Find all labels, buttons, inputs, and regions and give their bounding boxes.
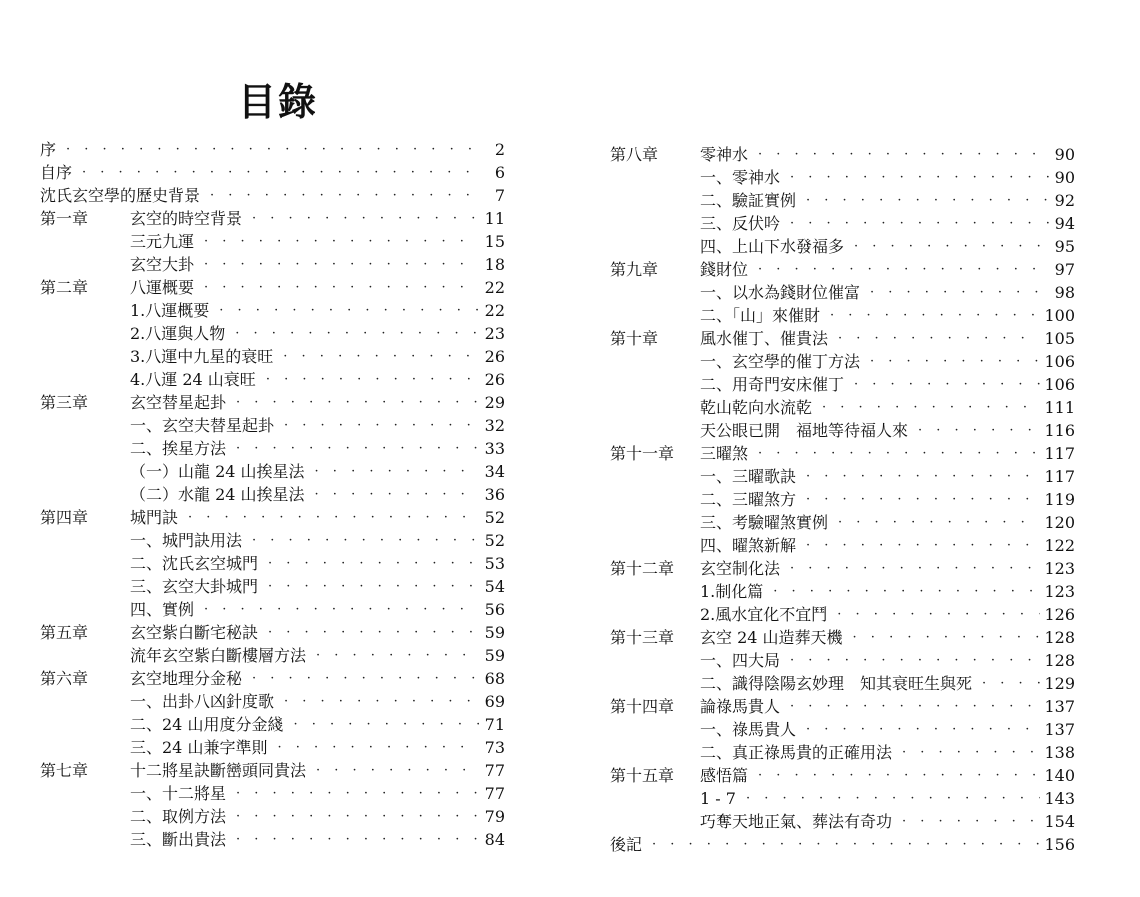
toc-entry-title: 二、「山」來催財 — [700, 306, 821, 325]
toc-page-number: 18 — [484, 255, 505, 274]
toc-entry-title: 玄空地理分金秘 — [130, 669, 243, 688]
toc-page-number: 106 — [1044, 375, 1075, 394]
toc-entry — [40, 736, 505, 759]
dot-leader — [204, 253, 479, 276]
dot-leader — [806, 718, 1040, 741]
toc-entry — [610, 396, 1075, 419]
toc-entry — [610, 304, 1075, 327]
toc-chapter-label: 第七章 — [40, 761, 89, 780]
toc-chapter-label: 第十四章 — [610, 697, 675, 716]
toc-page-number: 33 — [484, 439, 505, 458]
toc-entry — [610, 603, 1075, 626]
toc-page-number: 56 — [484, 600, 505, 619]
toc-entry-title: 玄空大卦 — [130, 255, 195, 274]
dot-leader — [316, 644, 479, 667]
toc-page-number: 100 — [1044, 306, 1075, 325]
toc-entry — [40, 644, 505, 667]
dot-leader — [806, 465, 1040, 488]
toc-entry-title: 錢財位 — [700, 260, 749, 279]
dot-leader — [870, 350, 1040, 373]
toc-entry — [610, 488, 1075, 511]
toc-entry — [610, 189, 1075, 212]
toc-page-number: 22 — [484, 278, 505, 297]
dot-leader — [268, 575, 479, 598]
toc-entry — [40, 575, 505, 598]
toc-entry — [610, 672, 1075, 695]
toc-page-number: 92 — [1054, 191, 1075, 210]
toc-entry-title: 玄空 24 山造葬天機 — [700, 628, 843, 647]
toc-page-number: 111 — [1044, 398, 1075, 417]
toc-entry-title: 三、24 山兼字準則 — [130, 738, 268, 757]
toc-entry-title: 天公眼已開 福地等待福人來 — [700, 421, 909, 440]
toc-entry-title: 二、真正祿馬貴的正確用法 — [700, 743, 893, 762]
toc-entry-title: 4.八運 24 山衰旺 — [130, 370, 256, 389]
toc-entry — [610, 833, 1075, 856]
toc-page-number: 120 — [1044, 513, 1075, 532]
toc-page-number: 156 — [1044, 835, 1075, 854]
dot-leader — [315, 460, 479, 483]
dot-leader — [918, 419, 1040, 442]
toc-entry-title: 三、考驗曜煞實例 — [700, 513, 829, 532]
toc-entry — [610, 350, 1075, 373]
dot-leader — [758, 764, 1040, 787]
dot-leader — [806, 488, 1040, 511]
toc-entry — [610, 143, 1075, 166]
toc-page-number: 143 — [1044, 789, 1075, 808]
toc-entry-title: 玄空制化法 — [700, 559, 781, 578]
dot-leader — [758, 258, 1049, 281]
dot-leader — [854, 235, 1049, 258]
dot-leader — [806, 534, 1040, 557]
dot-leader — [204, 598, 479, 621]
dot-leader — [219, 299, 479, 322]
toc-page-number: 137 — [1044, 720, 1075, 739]
toc-chapter-label: 第十二章 — [610, 559, 675, 578]
dot-leader — [293, 713, 479, 736]
toc-page-number: 59 — [484, 623, 505, 642]
toc-page-number: 54 — [484, 577, 505, 596]
toc-page-number: 73 — [484, 738, 505, 757]
toc-entry-title: 後記 — [610, 835, 643, 854]
toc-entry — [40, 828, 505, 851]
dot-leader — [252, 207, 479, 230]
toc-page-number: 137 — [1044, 697, 1075, 716]
toc-entry — [40, 391, 505, 414]
toc-entry-title: 一、祿馬貴人 — [700, 720, 797, 739]
dot-leader — [746, 787, 1041, 810]
toc-entry — [610, 534, 1075, 557]
toc-page-number: 128 — [1044, 651, 1075, 670]
toc-page-number: 52 — [484, 531, 505, 550]
toc-page-number: 140 — [1044, 766, 1075, 785]
toc-entry-title: 1 - 7 — [700, 789, 736, 808]
dot-leader — [188, 506, 479, 529]
toc-page-number: 79 — [484, 807, 505, 826]
dot-leader — [235, 322, 479, 345]
toc-page-number: 26 — [484, 370, 505, 389]
page-title: 目錄 — [238, 79, 319, 124]
toc-page-number: 90 — [1054, 168, 1075, 187]
toc-page-number: 123 — [1044, 559, 1075, 578]
toc-entry-title: 三、斷出貴法 — [130, 830, 227, 849]
toc-entry-title: 風水催丁、催貴法 — [700, 329, 829, 348]
dot-leader — [790, 212, 1049, 235]
toc-entry-title: 二、挨星方法 — [130, 439, 227, 458]
toc-entry-title: 一、玄空學的催丁方法 — [700, 352, 861, 371]
toc-page-number: 77 — [484, 784, 505, 803]
toc-page-number: 15 — [484, 232, 505, 251]
toc-right-column — [610, 143, 1075, 856]
toc-entry — [610, 212, 1075, 235]
dot-leader — [758, 442, 1040, 465]
toc-chapter-label: 第十一章 — [610, 444, 675, 463]
dot-leader — [204, 230, 479, 253]
toc-chapter-label: 第一章 — [40, 209, 89, 228]
toc-entry-title: 乾山乾向水流乾 — [700, 398, 813, 417]
toc-entry-title: 零神水 — [700, 145, 749, 164]
toc-entry-title: 一、零神水 — [700, 168, 781, 187]
toc-page-number: 71 — [484, 715, 505, 734]
toc-entry-title: 自序 — [40, 163, 73, 182]
toc-entry — [610, 235, 1075, 258]
toc-entry — [610, 695, 1075, 718]
dot-leader — [252, 667, 479, 690]
dot-leader — [838, 327, 1040, 350]
toc-entry-title: 玄空紫白斷宅秘訣 — [130, 623, 259, 642]
dot-leader — [822, 396, 1040, 419]
toc-entry-title: 感悟篇 — [700, 766, 749, 785]
toc-chapter-label: 第十五章 — [610, 766, 675, 785]
toc-entry — [610, 741, 1075, 764]
toc-page-number: 154 — [1044, 812, 1075, 831]
toc-entry-title: 四、實例 — [130, 600, 195, 619]
toc-chapter-label: 第三章 — [40, 393, 89, 412]
toc-entry — [610, 258, 1075, 281]
toc-entry — [40, 437, 505, 460]
toc-page-number: 36 — [484, 485, 505, 504]
dot-leader — [277, 736, 479, 759]
toc-entry — [610, 718, 1075, 741]
dot-leader — [838, 511, 1040, 534]
toc-page-number: 126 — [1044, 605, 1075, 624]
dot-leader — [837, 603, 1040, 626]
toc-entry-title: 巧奪天地正氣、葬法有奇功 — [700, 812, 893, 831]
toc-entry-title: 一、玄空夫替星起卦 — [130, 416, 275, 435]
toc-entry — [40, 207, 505, 230]
toc-chapter-label: 第八章 — [610, 145, 659, 164]
toc-page-number: 105 — [1044, 329, 1075, 348]
toc-page-number: 97 — [1054, 260, 1075, 279]
toc-page-number: 59 — [484, 646, 505, 665]
toc-entry — [40, 713, 505, 736]
toc-page-number: 128 — [1044, 628, 1075, 647]
toc-entry — [40, 299, 505, 322]
toc-entry — [40, 161, 505, 184]
toc-entry-title: 十二將星訣斷巒頭同貴法 — [130, 761, 307, 780]
dot-leader — [236, 805, 479, 828]
toc-entry-title: 一、出卦八凶針度歌 — [130, 692, 275, 711]
toc-entry — [40, 552, 505, 575]
dot-leader — [854, 373, 1040, 396]
toc-entry — [40, 805, 505, 828]
toc-entry-title: 二、識得陰陽玄妙理 知其衰旺生與死 — [700, 674, 973, 693]
toc-page-number: 29 — [484, 393, 505, 412]
toc-entry-title: 沈氏玄空學的歷史背景 — [40, 186, 201, 205]
dot-leader — [853, 626, 1041, 649]
dot-leader — [982, 672, 1040, 695]
dot-leader — [268, 621, 479, 644]
toc-page-number: 116 — [1044, 421, 1075, 440]
dot-leader — [268, 552, 479, 575]
dot-leader — [284, 690, 479, 713]
dot-leader — [236, 828, 479, 851]
toc-entry-title: 四、曜煞新解 — [700, 536, 797, 555]
toc-entry — [40, 414, 505, 437]
toc-page-number: 23 — [484, 324, 505, 343]
toc-page-number: 52 — [484, 508, 505, 527]
toc-page-number: 77 — [484, 761, 505, 780]
toc-chapter-label: 第四章 — [40, 508, 89, 527]
toc-page-number: 69 — [484, 692, 505, 711]
toc-entry — [40, 276, 505, 299]
toc-entry — [610, 442, 1075, 465]
dot-leader — [316, 759, 479, 782]
toc-entry — [610, 327, 1075, 350]
toc-entry-title: 1.八運概要 — [130, 301, 210, 320]
toc-entry — [610, 764, 1075, 787]
toc-entry-title: 一、三曜歌訣 — [700, 467, 797, 486]
toc-entry — [40, 621, 505, 644]
toc-chapter-label: 第二章 — [40, 278, 89, 297]
toc-entry — [40, 322, 505, 345]
dot-leader — [236, 782, 479, 805]
toc-page-number: 117 — [1044, 444, 1075, 463]
toc-chapter-label: 第十章 — [610, 329, 659, 348]
toc-entry — [40, 506, 505, 529]
toc-entry — [610, 166, 1075, 189]
toc-entry — [610, 626, 1075, 649]
toc-chapter-label: 第五章 — [40, 623, 89, 642]
toc-entry-title: （二）水龍 24 山挨星法 — [130, 485, 305, 504]
dot-leader — [830, 304, 1040, 327]
toc-entry-title: 一、城門訣用法 — [130, 531, 243, 550]
toc-entry — [610, 373, 1075, 396]
dot-leader — [266, 368, 479, 391]
toc-page-number: 95 — [1054, 237, 1075, 256]
dot-leader — [315, 483, 479, 506]
toc-entry-title: 三、反伏吟 — [700, 214, 781, 233]
dot-leader — [790, 557, 1040, 580]
toc-entry — [40, 782, 505, 805]
toc-page-number: 32 — [484, 416, 505, 435]
toc-entry-title: 玄空替星起卦 — [130, 393, 227, 412]
toc-entry-title: 八運概要 — [130, 278, 195, 297]
toc-entry-title: 二、用奇門安床催丁 — [700, 375, 845, 394]
dot-leader — [66, 138, 479, 161]
toc-page-number: 119 — [1044, 490, 1075, 509]
toc-entry — [610, 419, 1075, 442]
toc-entry-title: 二、24 山用度分金綫 — [130, 715, 284, 734]
toc-entry — [610, 787, 1075, 810]
toc-entry-title: 2.八運與人物 — [130, 324, 226, 343]
dot-leader — [790, 695, 1040, 718]
toc-entry — [610, 281, 1075, 304]
toc-entry — [40, 368, 505, 391]
dot-leader — [283, 345, 479, 368]
toc-entry-title: 3.八運中九星的衰旺 — [130, 347, 274, 366]
toc-page-number: 6 — [494, 163, 505, 182]
toc-page-number: 123 — [1044, 582, 1075, 601]
dot-leader — [82, 161, 479, 184]
toc-entry-title: 2.風水宜化不宜鬥 — [700, 605, 828, 624]
dot-leader — [790, 649, 1040, 672]
toc-page-number: 2 — [494, 140, 505, 159]
toc-entry — [610, 557, 1075, 580]
dot-leader — [790, 166, 1049, 189]
toc-page-number: 22 — [484, 301, 505, 320]
toc-page-number: 98 — [1054, 283, 1075, 302]
dot-leader — [902, 741, 1040, 764]
toc-chapter-label: 第十三章 — [610, 628, 675, 647]
toc-entry — [610, 649, 1075, 672]
toc-entry — [40, 529, 505, 552]
toc-page-number: 53 — [484, 554, 505, 573]
toc-chapter-label: 第九章 — [610, 260, 659, 279]
toc-entry — [610, 465, 1075, 488]
toc-entry — [40, 667, 505, 690]
toc-entry — [40, 759, 505, 782]
dot-leader — [284, 414, 479, 437]
toc-entry-title: 二、取例方法 — [130, 807, 227, 826]
dot-leader — [252, 529, 479, 552]
dot-leader — [758, 143, 1049, 166]
toc-entry — [40, 483, 505, 506]
dot-leader — [902, 810, 1040, 833]
toc-entry-title: 1.制化篇 — [700, 582, 764, 601]
toc-entry — [610, 511, 1075, 534]
dot-leader — [210, 184, 479, 207]
toc-entry-title: 三曜煞 — [700, 444, 749, 463]
toc-page-number: 106 — [1044, 352, 1075, 371]
dot-leader — [773, 580, 1040, 603]
toc-left-column — [40, 138, 505, 851]
toc-entry-title: 流年玄空紫白斷樓層方法 — [130, 646, 307, 665]
toc-entry — [40, 138, 505, 161]
toc-entry — [40, 460, 505, 483]
toc-page-number: 138 — [1044, 743, 1075, 762]
toc-page-number: 11 — [484, 209, 505, 228]
toc-entry — [40, 184, 505, 207]
toc-entry-title: 三、玄空大卦城門 — [130, 577, 259, 596]
toc-entry — [40, 230, 505, 253]
toc-entry-title: 三元九運 — [130, 232, 195, 251]
dot-leader — [204, 276, 479, 299]
toc-chapter-label: 第六章 — [40, 669, 89, 688]
dot-leader — [236, 437, 479, 460]
dot-leader — [870, 281, 1049, 304]
toc-entry — [40, 690, 505, 713]
toc-page-number: 129 — [1044, 674, 1075, 693]
toc-page-number: 34 — [484, 462, 505, 481]
toc-entry-title: （一）山龍 24 山挨星法 — [130, 462, 305, 481]
dot-leader — [806, 189, 1049, 212]
dot-leader — [236, 391, 479, 414]
toc-page-number: 84 — [484, 830, 505, 849]
toc-entry-title: 城門訣 — [130, 508, 179, 527]
toc-page-number: 7 — [494, 186, 505, 205]
toc-entry — [610, 580, 1075, 603]
toc-entry-title: 二、驗証實例 — [700, 191, 797, 210]
toc-page-number: 94 — [1054, 214, 1075, 233]
toc-page-number: 26 — [484, 347, 505, 366]
toc-page-number: 117 — [1044, 467, 1075, 486]
toc-entry — [40, 345, 505, 368]
toc-entry-title: 二、三曜煞方 — [700, 490, 797, 509]
toc-entry-title: 二、沈氏玄空城門 — [130, 554, 259, 573]
toc-entry-title: 序 — [40, 140, 57, 159]
toc-entry — [610, 810, 1075, 833]
dot-leader — [652, 833, 1040, 856]
toc-entry — [40, 253, 505, 276]
toc-entry-title: 一、四大局 — [700, 651, 781, 670]
toc-entry-title: 一、以水為錢財位催富 — [700, 283, 861, 302]
toc-entry-title: 一、十二將星 — [130, 784, 227, 803]
toc-entry — [40, 598, 505, 621]
toc-entry-title: 玄空的時空背景 — [130, 209, 243, 228]
toc-page-number: 68 — [484, 669, 505, 688]
toc-page-number: 122 — [1044, 536, 1075, 555]
toc-page-number: 90 — [1054, 145, 1075, 164]
toc-entry-title: 四、上山下水發福多 — [700, 237, 845, 256]
toc-entry-title: 論祿馬貴人 — [700, 697, 781, 716]
